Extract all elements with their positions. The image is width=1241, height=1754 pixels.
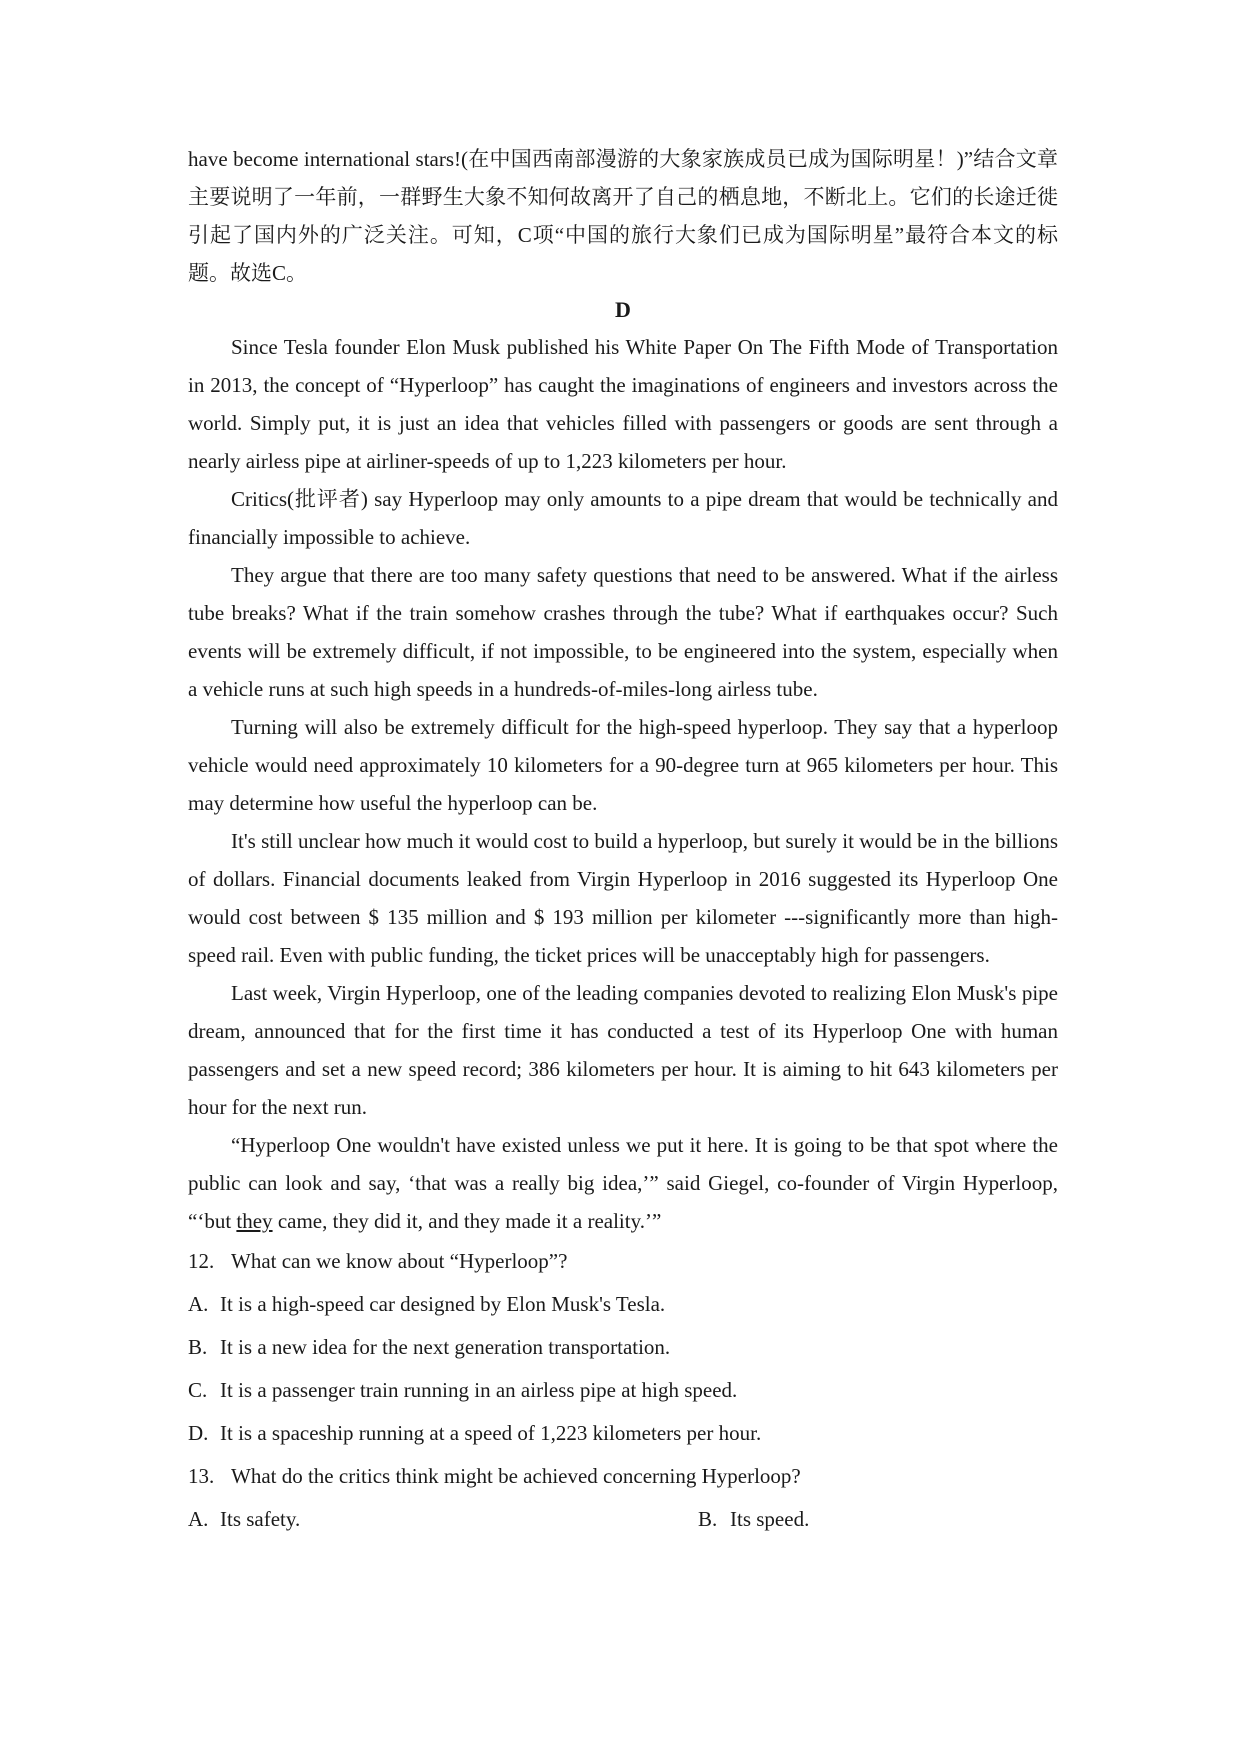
option-b — [188, 1326, 1058, 1369]
option-a — [188, 1498, 698, 1541]
intro-paragraph: have become international stars!(在中国西南部漫游的大象家族成员已成为国际明星！)”结合文章主要说明了一年前，一群野生大象不知何故离开了自己的栖息地，不断北上。它们的长途迁徙引起了国内外的广泛关注。可知，C项“中国的旅行大象们已成为国际明星”最符合本文的标题。故选C。 — [188, 147, 1058, 285]
passage-paragraph-3: They argue that there are too many safety questions that need to be answered. What if the airless tube breaks? What if the train somehow crashes through the tube? What if earthquakes occur? Such events will be extremely difficult, if not impossible, to be engineered into the system, especially when a vehicle runs at such high speeds in a hundreds-of-miles-long airless tube. — [188, 563, 1058, 701]
quote-part-1: “Hyperloop One wouldn't have existed unless we put it here. It is going to be that spot where the public can look and say, ‘that was a really big idea,’” said Giegel, co-founder of Virgin Hyperloop, “‘but — [188, 1133, 1058, 1233]
option-letter: B. — [188, 1335, 208, 1359]
option-letter: A. — [188, 1507, 209, 1531]
passage-paragraph-7 — [188, 1126, 1058, 1240]
passage-paragraph-2: Critics(批评者) say Hyperloop may only amounts to a pipe dream that would be technically and financially impossible to achieve. — [188, 487, 1058, 549]
question-number: 12. — [188, 1249, 215, 1273]
option-letter: A. — [188, 1292, 209, 1316]
passage-paragraph-4: Turning will also be extremely difficult for the high-speed hyperloop. They say that a hyperloop vehicle would need approximately 10 kilometers for a 90-degree turn at 965 kilometers per hour. This may determine how useful the hyperloop can be. — [188, 715, 1058, 815]
option-a — [188, 1283, 1058, 1326]
document-page — [188, 140, 1058, 1541]
quote-part-2: came, they did it, and they made it a reality.’” — [272, 1209, 662, 1233]
question-stem — [188, 1455, 1058, 1498]
option-text: It is a spaceship running at a speed of 1,223 kilometers per hour. — [220, 1421, 762, 1445]
question-text: What can we know about “Hyperloop”? — [231, 1249, 568, 1273]
option-text: Its safety. — [220, 1507, 301, 1531]
underlined-word: they — [236, 1209, 273, 1233]
passage-paragraph-1: Since Tesla founder Elon Musk published his White Paper On The Fifth Mode of Transportation in 2013, the concept of “Hyperloop” has caught the imaginations of engineers and investors across the world. Simply put, it is just an idea that vehicles filled with passengers or goods are sent through a nearly airless pipe at airliner-speeds of up to 1,223 kilometers per hour. — [188, 335, 1058, 473]
section-heading: D — [615, 297, 631, 322]
option-b — [698, 1498, 809, 1541]
option-row — [188, 1498, 1058, 1541]
question-stem — [188, 1240, 1058, 1283]
option-letter: D. — [188, 1421, 209, 1445]
option-letter: C. — [188, 1378, 208, 1402]
option-text: It is a new idea for the next generation transportation. — [220, 1335, 671, 1359]
option-text: It is a passenger train running in an airless pipe at high speed. — [220, 1378, 738, 1402]
question-12 — [188, 1240, 1058, 1455]
question-number: 13. — [188, 1464, 215, 1488]
option-d — [188, 1412, 1058, 1455]
option-text: It is a high-speed car designed by Elon Musk's Tesla. — [220, 1292, 666, 1316]
question-text: What do the critics think might be achieved concerning Hyperloop? — [231, 1464, 801, 1488]
passage-paragraph-6: Last week, Virgin Hyperloop, one of the leading companies devoted to realizing Elon Musk's pipe dream, announced that for the first time it has conducted a test of its Hyperloop One with human passengers and set a new speed record; 386 kilometers per hour. It is aiming to hit 643 kilometers per hour for the next run. — [188, 981, 1058, 1119]
option-text: Its speed. — [730, 1507, 810, 1531]
question-13 — [188, 1455, 1058, 1541]
passage-paragraph-5: It's still unclear how much it would cost to build a hyperloop, but surely it would be in the billions of dollars. Financial documents leaked from Virgin Hyperloop in 2016 suggested its Hyperloop One would cost between $ 135 million and $ 193 million per kilometer ---significantly more than high-speed rail. Even with public funding, the ticket prices will be unacceptably high for passengers. — [188, 829, 1058, 967]
option-c — [188, 1369, 1058, 1412]
option-letter: B. — [698, 1507, 718, 1531]
